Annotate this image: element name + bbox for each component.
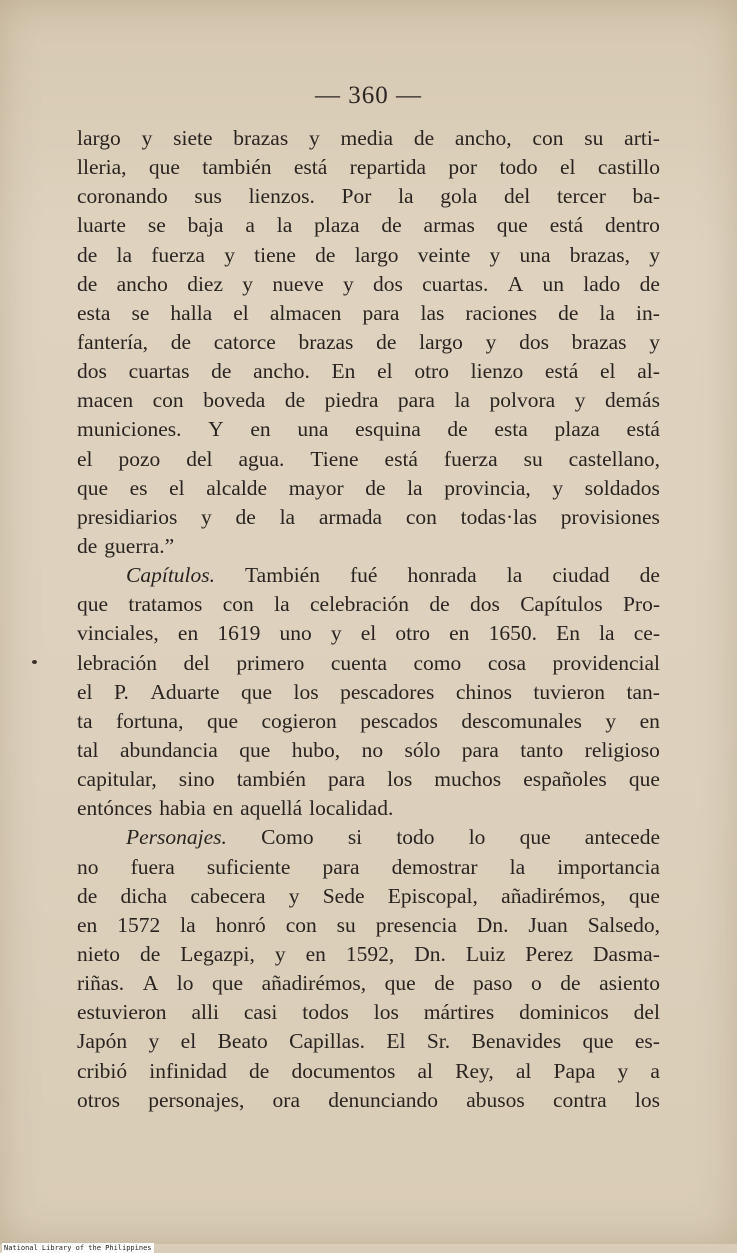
- text-line: de dicha cabecera y Sede Episcopal, añadirémos, que: [77, 883, 660, 908]
- text-line: vinciales, en 1619 uno y el otro en 1650. En la ce-: [77, 621, 660, 646]
- text-line: municiones. Y en una esquina de esta plaza está: [77, 417, 660, 442]
- text-line: Japón y el Beato Capillas. El Sr. Benavides que es-: [77, 1029, 660, 1054]
- text-line: en 1572 la honró con su presencia Dn. Juan Salsedo,: [77, 912, 660, 937]
- text-line: el pozo del agua. Tiene está fuerza su castellano,: [77, 446, 660, 471]
- ink-speck: [32, 660, 37, 664]
- text-line: presidiarios y de la armada con todas·las provisiones: [77, 504, 660, 529]
- text-line: no fuera suficiente para demostrar la importancia: [77, 854, 660, 879]
- text-line: de la fuerza y tiene de largo veinte y una brazas, y: [77, 242, 660, 267]
- text-line: lebración del primero cuenta como cosa providencial: [77, 650, 660, 675]
- text-line: coronando sus lienzos. Por la gola del tercer ba-: [77, 184, 660, 209]
- text-line: Personajes. Como si todo lo que antecede: [77, 823, 660, 852]
- text-line: el P. Aduarte que los pescadores chinos tuvieron tan-: [77, 679, 660, 704]
- text-line: esta se halla el almacen para las raciones de la in-: [77, 300, 660, 325]
- text-line: fantería, de catorce brazas de largo y dos brazas y: [77, 329, 660, 354]
- text-line: ta fortuna, que cogieron pescados descomunales y en: [77, 708, 660, 733]
- section-heading: Capítulos.: [126, 563, 216, 588]
- text-line: dos cuartas de ancho. En el otro lienzo está el al-: [77, 359, 660, 384]
- text-line: luarte se baja a la plaza de armas que está dentro: [77, 213, 660, 238]
- text-line: de ancho diez y nueve y dos cuartas. A un lado de: [77, 271, 660, 296]
- text-line: riñas. A lo que añadirémos, que de paso o de asiento: [77, 971, 660, 996]
- text-line: largo y siete brazas y media de ancho, con su arti-: [77, 126, 660, 150]
- text-line: macen con boveda de piedra para la polvora y demás: [77, 388, 660, 413]
- text-line: Capítulos. También fué honrada la ciudad de: [77, 561, 660, 590]
- text-line: que es el alcalde mayor de la provincia, y soldados: [77, 475, 660, 500]
- text-line: tal abundancia que hubo, no sólo para tanto religioso: [77, 737, 660, 762]
- text-line: entónces habia en aquellá localidad.: [77, 796, 394, 821]
- text-line: cribió infinidad de documentos al Rey, al Papa y a: [77, 1058, 660, 1083]
- library-credit: National Library of the Philippines: [4, 1244, 152, 1252]
- body-text: [77, 124, 660, 1115]
- text-line: nieto de Legazpi, y en 1592, Dn. Luiz Perez Dasma-: [77, 941, 660, 966]
- text-line: lleria, que también está repartida por todo el castillo: [77, 155, 660, 180]
- section-heading: Personajes.: [126, 825, 227, 850]
- text-line: otros personajes, ora denunciando abusos contra los: [77, 1087, 660, 1112]
- text-line: estuvieron alli casi todos los mártires dominicos del: [77, 1000, 660, 1025]
- text-line: capitular, sino también para los muchos españoles que: [77, 767, 660, 792]
- text-line: de guerra.”: [77, 533, 175, 558]
- text-line: que tratamos con la celebración de dos Capítulos Pro-: [77, 592, 660, 617]
- page-number: — 360 —: [315, 82, 422, 109]
